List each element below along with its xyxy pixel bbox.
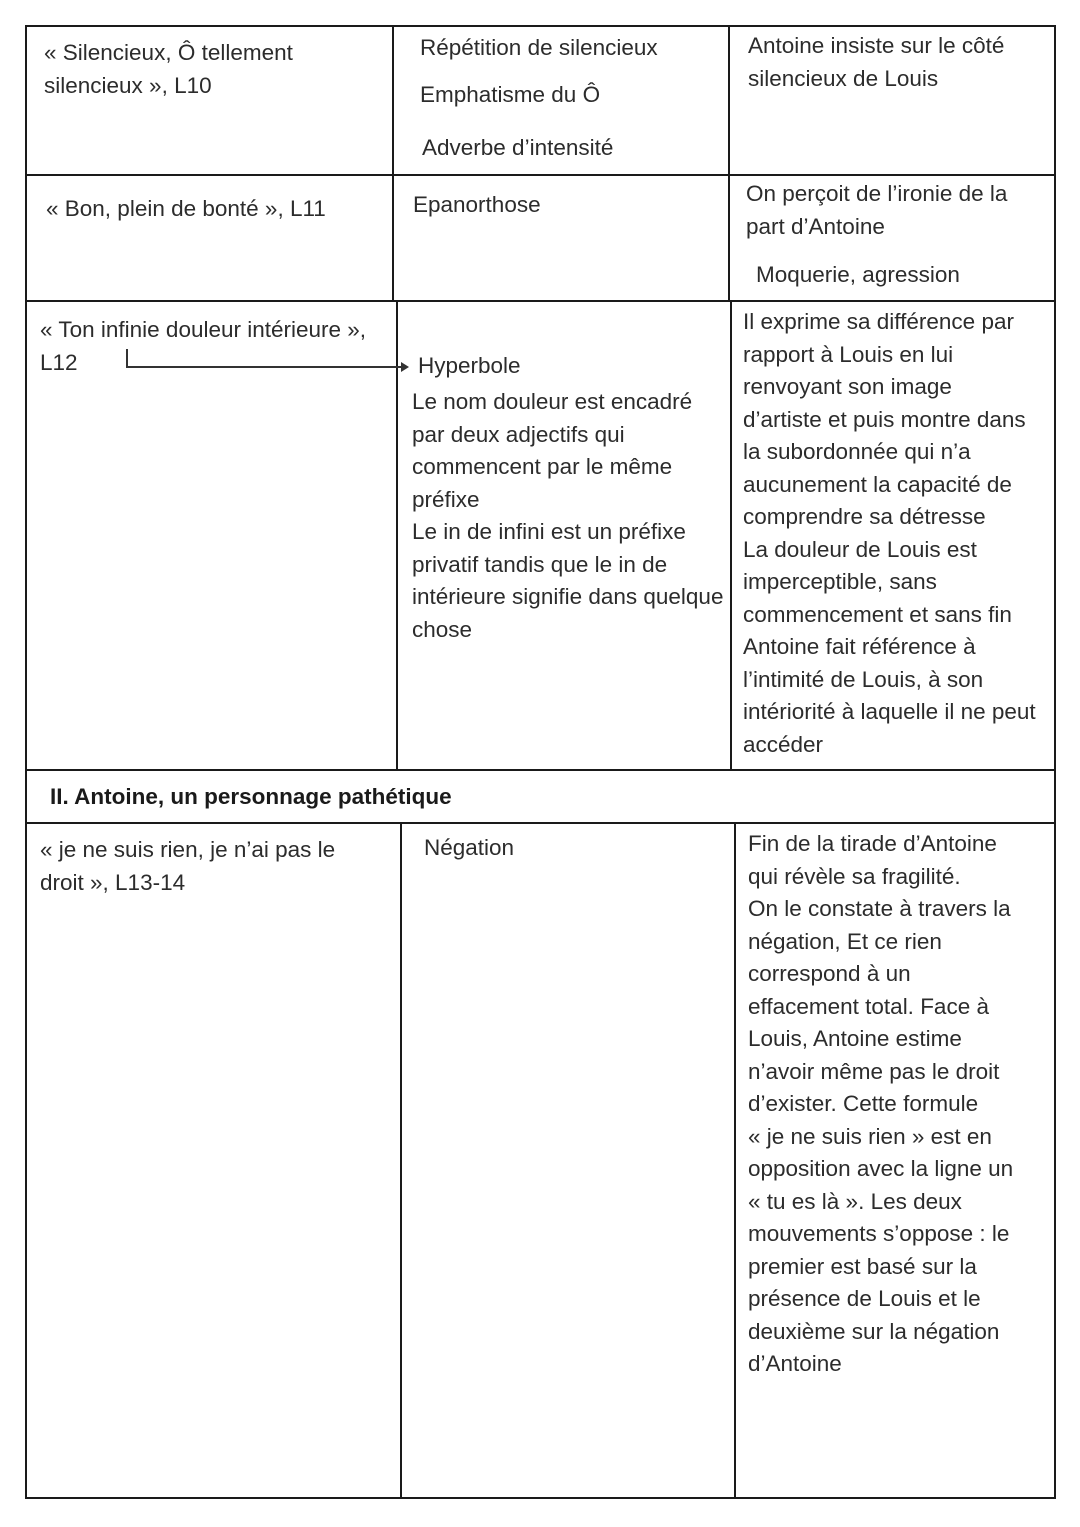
row4-figure: Négation bbox=[424, 835, 515, 860]
connector-arrow-icon bbox=[401, 362, 409, 372]
row3-figure-head: Hyperbole bbox=[418, 353, 521, 378]
row2-figure: Epanorthose bbox=[413, 192, 541, 217]
connector-arrow-stem bbox=[126, 349, 128, 367]
row3-figure-text: Le nom douleur est encadré par deux adjectifs qui commencent par le même préfixe Le in de infini est un préfixe privatif tandis que le in de intérieure signifie dans quelque chose bbox=[412, 389, 724, 642]
row1-figure-2: Emphatisme du Ô bbox=[420, 82, 601, 107]
col-divider-2b bbox=[730, 300, 732, 770]
table-border-bottom bbox=[25, 1497, 1056, 1499]
row1-analysis: Antoine insiste sur le côté silencieux de Louis bbox=[748, 33, 1005, 91]
col-divider-2c bbox=[734, 822, 736, 1498]
row3-analysis: Il exprime sa différence par rapport à Louis en lui renvoyant son image d’artiste et puis montre dans la subordonnée qui n’a aucunement la capacité de comprendre sa détresse La douleur de Louis est imperceptible, sans commencement et sans fin Antoine fait référence à l’intimité de Louis, à son intériorité à laquelle il ne peut accéder bbox=[743, 309, 1036, 757]
table-border-left bbox=[25, 25, 27, 1499]
row-divider-3 bbox=[25, 769, 1056, 771]
col-divider-1b bbox=[396, 300, 398, 770]
row2-analysis: On perçoit de l’ironie de la part d’Antoine bbox=[746, 181, 1008, 239]
row2-analysis-extra: Moquerie, agression bbox=[756, 262, 960, 287]
col-divider-1a bbox=[392, 25, 394, 301]
table-border-top bbox=[25, 25, 1056, 27]
row-divider-2 bbox=[25, 300, 1056, 302]
row2-quote: « Bon, plein de bonté », L11 bbox=[46, 196, 326, 221]
row-divider-1 bbox=[25, 174, 1056, 176]
row3-quote: « Ton infinie douleur intérieure », L12 bbox=[40, 317, 367, 375]
col-divider-2a bbox=[728, 25, 730, 301]
section-title: II. Antoine, un personnage pathétique bbox=[50, 784, 452, 809]
col-divider-1c bbox=[400, 822, 402, 1498]
row4-quote: « je ne suis rien, je n’ai pas le droit », L13-14 bbox=[40, 837, 336, 895]
table-border-right bbox=[1054, 25, 1056, 1499]
row-divider-4 bbox=[25, 822, 1056, 824]
row1-figure-1: Répétition de silencieux bbox=[420, 35, 658, 60]
connector-arrow-line bbox=[126, 366, 402, 368]
row1-quote: « Silencieux, Ô tellement silencieux », L10 bbox=[44, 40, 293, 98]
row1-figure-3: Adverbe d’intensité bbox=[422, 135, 614, 160]
row4-analysis: Fin de la tirade d’Antoine qui révèle sa fragilité. On le constate à travers la négation, Et ce rien correspond à un effacement total. Face à Louis, Antoine estime n’avoir même pas le droit d’exister. Cette formule « je ne suis rien » est en opposition avec la ligne un « tu es là ». Les deux mouvements s’oppose : le premier est basé sur la présence de Louis et le deuxième sur la négation d’Antoine bbox=[748, 831, 1014, 1376]
